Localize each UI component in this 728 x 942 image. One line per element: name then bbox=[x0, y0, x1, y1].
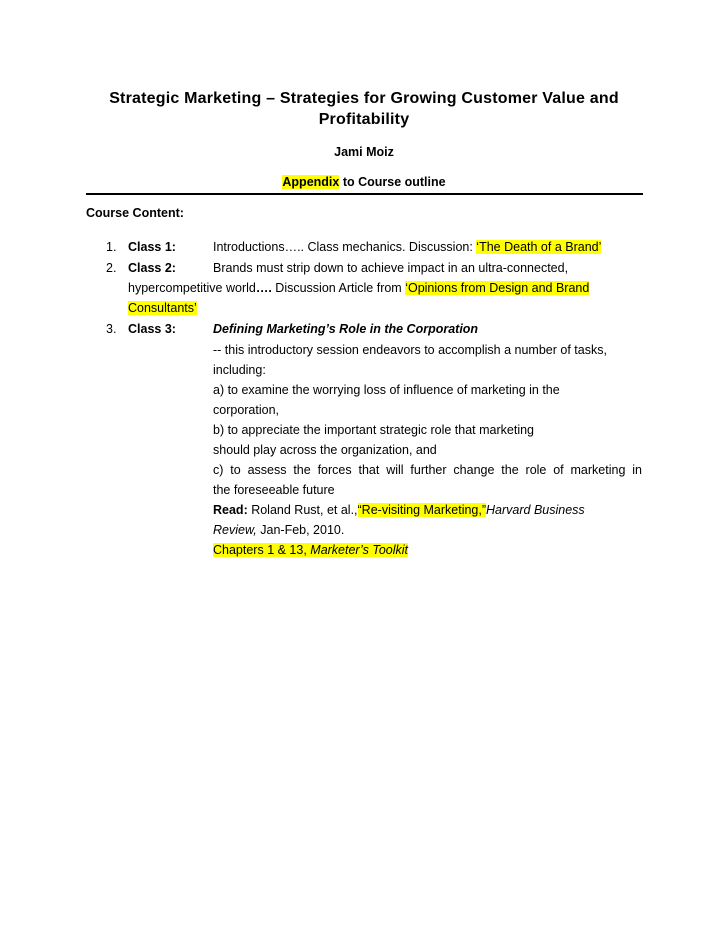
read-journal: Harvard Business bbox=[486, 503, 585, 517]
class-label: Class 3: bbox=[128, 322, 176, 336]
class-3-line: including: bbox=[213, 363, 266, 377]
title-line-2: Profitability bbox=[318, 111, 410, 128]
read-label: Read: bbox=[213, 503, 248, 517]
class-1-description bbox=[213, 240, 601, 254]
class-2-reading-highlight: ‘Opinions from Design and Brand bbox=[405, 281, 590, 295]
class-3-chapters-line bbox=[213, 543, 408, 557]
class-3-line: b) to appreciate the important strategic role that marketing bbox=[213, 423, 534, 437]
class-3-line: a) to examine the worrying loss of influence of marketing in the bbox=[213, 383, 560, 397]
class-label: Class 1: bbox=[128, 240, 176, 254]
class-3-line: c) to assess the forces that will further change the role of marketing in bbox=[213, 463, 642, 477]
class-3-read-line bbox=[213, 503, 585, 517]
chapters-text: Chapters 1 & 13, bbox=[213, 543, 311, 557]
class-3-line: the foreseeable future bbox=[213, 483, 335, 497]
section-heading: Course Content: bbox=[86, 206, 184, 220]
class-2-text-a: hypercompetitive world bbox=[128, 281, 256, 295]
read-date: Jan-Feb, 2010. bbox=[256, 523, 345, 537]
list-number: 1. bbox=[106, 240, 117, 254]
class-label: Class 2: bbox=[128, 261, 176, 275]
class-2-line-1: Brands must strip down to achieve impact in an ultra-connected, bbox=[213, 261, 569, 275]
chapters-highlight bbox=[213, 543, 408, 557]
document-title bbox=[95, 88, 633, 130]
appendix-highlight: Appendix bbox=[282, 175, 340, 189]
class-2-line-2 bbox=[128, 281, 589, 295]
class-3-line: corporation, bbox=[213, 403, 280, 417]
read-text: Roland Rust, et al., bbox=[247, 503, 358, 517]
read-article-highlight: “Re-visiting Marketing,” bbox=[357, 503, 487, 517]
class-3-read-line-2 bbox=[213, 523, 344, 537]
author-name: Jami Moiz bbox=[334, 145, 394, 159]
list-number: 3. bbox=[106, 322, 117, 336]
appendix-line bbox=[0, 175, 728, 189]
class-2-reading-highlight-cont: Consultants’ bbox=[128, 301, 197, 315]
list-number: 2. bbox=[106, 261, 117, 275]
class-3-line: should play across the organization, and bbox=[213, 443, 437, 457]
class-3-line: -- this introductory session endeavors to accomplish a number of tasks, bbox=[213, 343, 607, 357]
class-3-heading-text: Defining Marketing’s Role in the Corporation bbox=[213, 322, 479, 336]
class-3-heading bbox=[213, 322, 478, 336]
title-line-1: Strategic Marketing – Strategies for Growing Customer Value and bbox=[109, 90, 619, 107]
class-1-reading-highlight: ‘The Death of a Brand’ bbox=[476, 240, 602, 254]
read-journal-cont: Review, bbox=[213, 523, 257, 537]
appendix-rest: to Course outline bbox=[339, 175, 446, 189]
chapters-book: Marketer’s Toolkit bbox=[310, 543, 409, 557]
horizontal-rule bbox=[86, 193, 643, 195]
class-2-text-c: Discussion Article from bbox=[271, 281, 406, 295]
class-2-line-3 bbox=[128, 301, 197, 315]
class-1-text: Introductions….. Class mechanics. Discussion: bbox=[213, 240, 477, 254]
class-2-ellipsis: …. bbox=[255, 281, 272, 295]
